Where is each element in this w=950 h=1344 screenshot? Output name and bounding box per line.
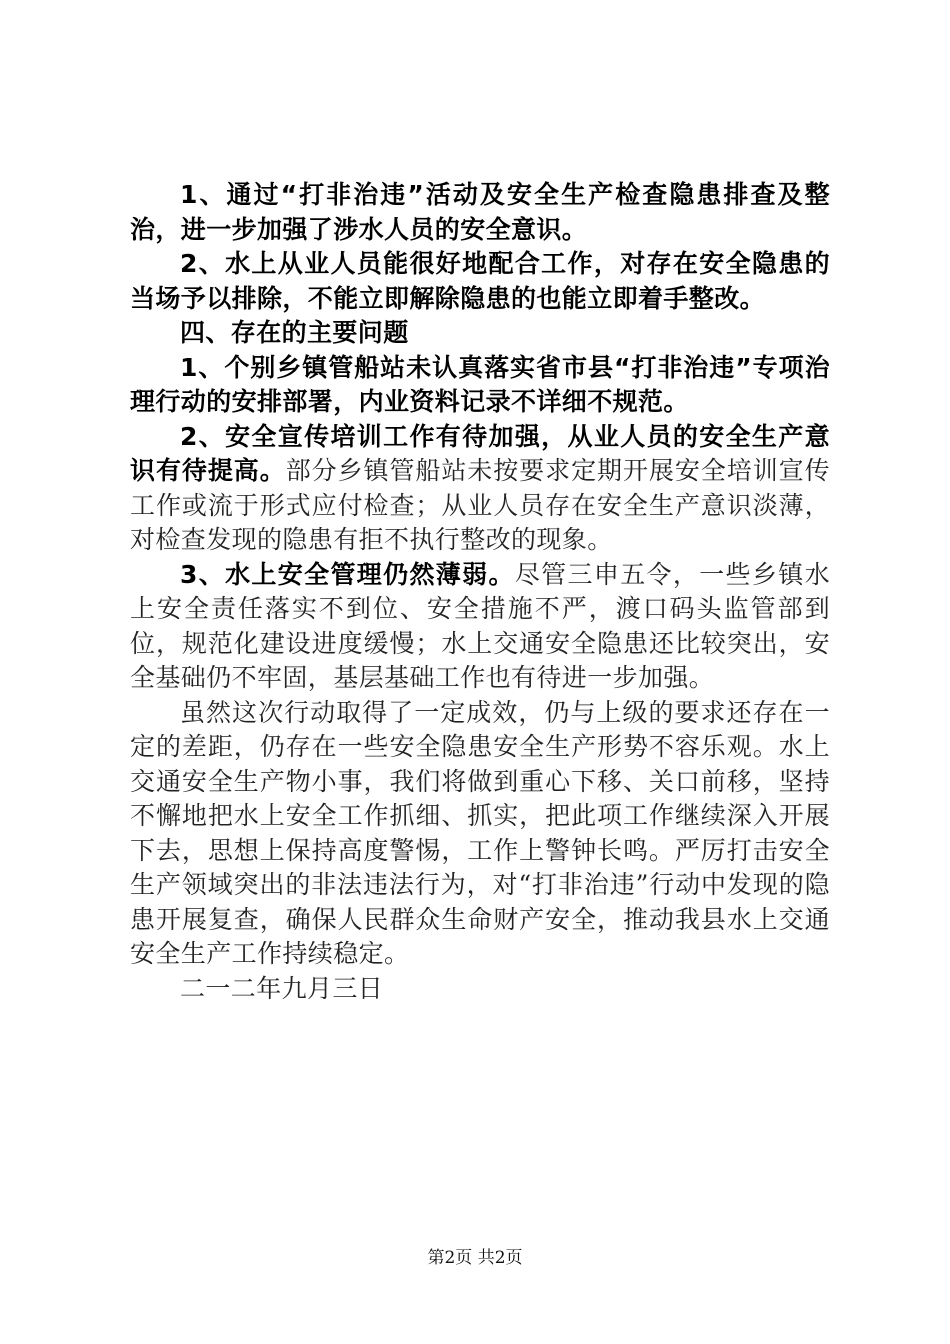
section-heading-problems: 四、存在的主要问题 [180,318,409,347]
paragraph-problem-3-lead: 3、水上安全管理仍然薄弱。 [180,559,515,589]
paragraph-problem-3 [130,558,830,696]
paragraph-result-1: 1、通过“打非治违”活动及安全生产检查隐患排查及整治，进一步加强了涉水人员的安全意识。 [130,180,830,244]
paragraph-problem-1: 1、个别乡镇管船站未认真落实省市县“打非治违”专项治理行动的安排部署，内业资料记录不详细不规范。 [130,352,830,416]
paragraph-result-2: 2、水上从业人员能很好地配合工作，对存在安全隐患的当场予以排除，不能立即解除隐患的也能立即着手整改。 [130,249,830,313]
paragraph-problem-2 [130,420,830,558]
paragraph-conclusion: 虽然这次行动取得了一定成效，仍与上级的要求还存在一定的差距，仍存在一些安全隐患安全生产形势不容乐观。水上交通安全生产物小事，我们将做到重心下移、关口前移，坚持不懈地把水上安全工作抓细、抓实，把此项工作继续深入开展下去，思想上保持高度警惕，工作上警钟长鸣。严厉打击安全生产领域突出的非法违法行为，对“打非治违”行动中发现的隐患开展复查，确保人民群众生命财产安全，推动我县水上交通安全生产工作持续稳定。 [130,697,830,968]
page-footer: 第2页 共2页 [427,1248,523,1268]
document-date: 二一二年九月三日 [180,973,384,1003]
paragraph-problem-3-rest: 尽管三申五令，一些乡镇水上安全责任落实不到位、安全措施不严，渡口码头监管部到位，规范化建设进度缓慢；水上交通安全隐患还比较突出，安全基础仍不牢固，基层基础工作也有待进一步加强。 [130,559,830,692]
document-body [130,178,830,1006]
paragraph-problem-2-rest: 部分乡镇管船站未按要求定期开展安全培训宣传工作或流于形式应付检查；从业人员存在安全生产意识淡薄，对检查发现的隐患有拒不执行整改的现象。 [130,456,831,554]
paragraph-problem-2-lead: 2、安全宣传培训工作有待加强，从业人员的安全生产意识有待提高。 [130,421,830,485]
